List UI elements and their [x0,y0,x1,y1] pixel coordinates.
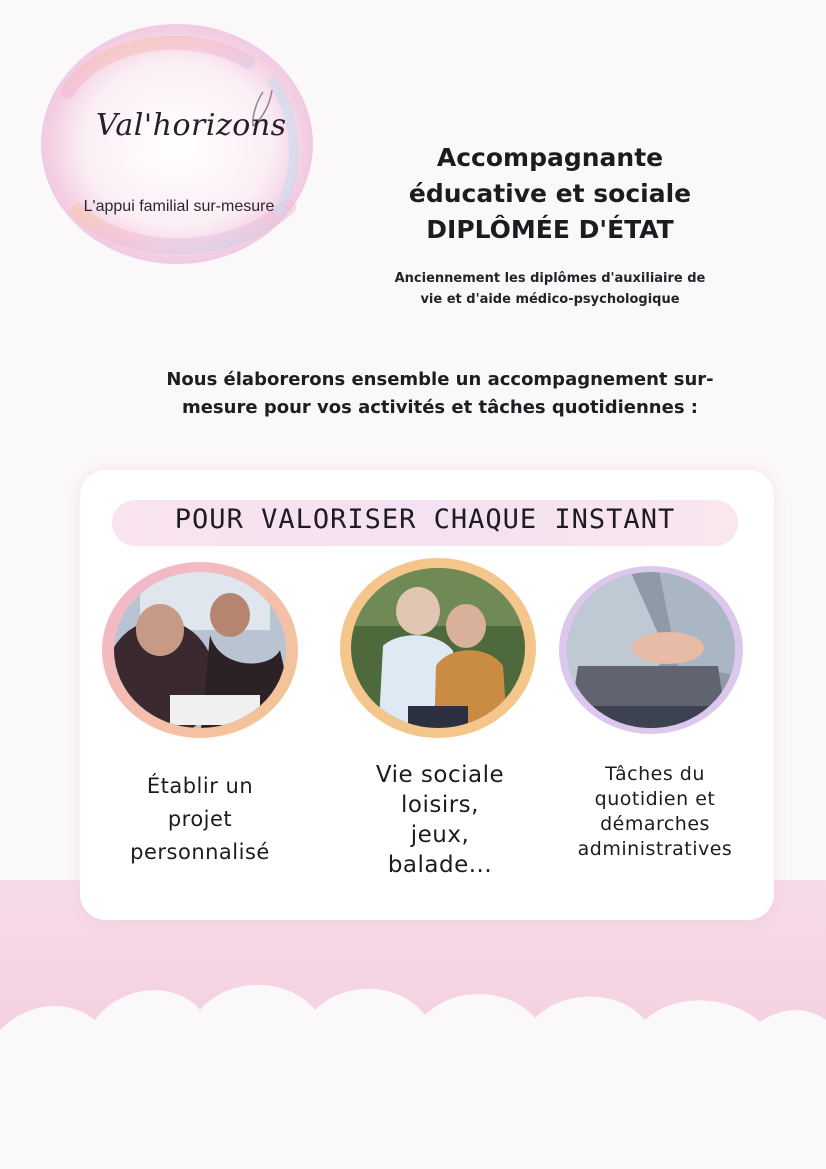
page-subtitle [340,268,760,310]
intro-line: mesure pour vos activités et tâches quotidiennes : [181,397,699,418]
page-title [360,140,740,248]
brand-logo [38,22,316,267]
subtitle-line: Anciennement les diplômes d'auxiliaire de [394,271,706,286]
logo-bubble-icon [38,22,316,267]
intro-line: Nous élaborerons ensemble un accompagnement sur- [166,369,714,390]
caption-line: quotidien et [594,788,716,810]
title-line: DIPLÔMÉE D'ÉTAT [426,215,674,244]
caption-social-life [330,760,550,880]
photo-social-life [338,556,538,740]
caption-line: loisirs, [401,792,479,818]
caption-line: Tâches du [605,763,705,785]
photo-project [100,560,300,740]
caption-project [90,770,310,869]
banner-title: POUR VALORISER CHAQUE INSTANT [174,504,676,535]
cloud-background [0,880,826,1169]
caption-line: Vie sociale [375,762,505,788]
caption-line: démarches [600,813,710,835]
caption-line: administratives [577,838,733,860]
caption-daily-tasks [540,762,770,862]
caption-line: Établir un [146,774,254,798]
caption-line: jeux, [410,822,470,848]
caption-line: balade... [387,852,493,878]
caption-line: personnalisé [130,840,270,864]
title-line: éducative et sociale [408,179,692,208]
brand-name: Val'horizons [96,108,287,143]
title-line: Accompagnante [436,143,664,172]
intro-text [80,366,800,422]
photo-daily-tasks [558,566,744,734]
subtitle-line: vie et d'aide médico-psychologique [420,292,680,307]
caption-line: projet [167,807,233,831]
brand-tagline: L'appui familial sur-mesure [83,198,275,215]
